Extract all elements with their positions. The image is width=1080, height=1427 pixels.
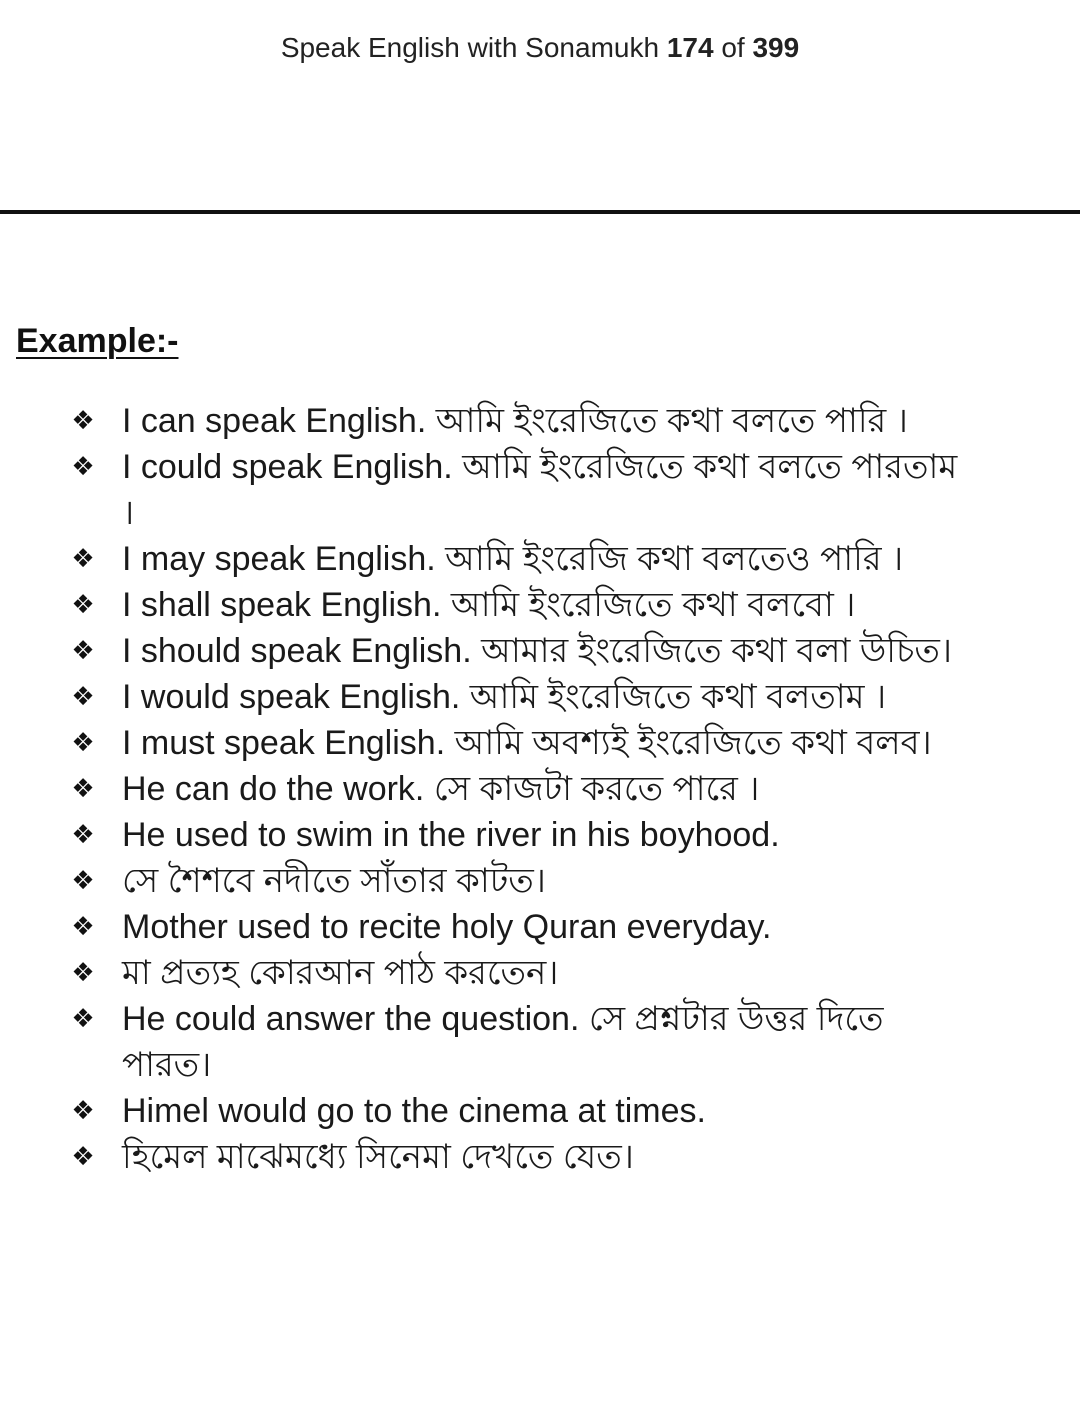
four-diamond-bullet-icon: ❖ [71, 728, 95, 758]
list-item: ❖ সে শৈশবে নদীতে সাঁতার কাটত। [0, 858, 1080, 904]
list-item: ❖ He could answer the question. সে প্রশ্নটার উত্তর দিতে পারত। [0, 996, 1080, 1088]
list-item: ❖ মা প্রত্যহ কোরআন পাঠ করতেন। [0, 950, 1080, 996]
list-item: ❖ He can do the work. সে কাজটা করতে পারে । [0, 766, 1080, 812]
page-number-total: 399 [752, 32, 800, 63]
four-diamond-bullet-icon: ❖ [71, 452, 95, 482]
four-diamond-bullet-icon: ❖ [71, 1096, 95, 1126]
four-diamond-bullet-icon: ❖ [71, 636, 95, 666]
page-number-separator: of [721, 32, 745, 63]
document-title: Speak English with Sonamukh [280, 32, 660, 63]
list-item: ❖ Himel would go to the cinema at times. [0, 1088, 1080, 1134]
list-item: ❖ I can speak English. আমি ইংরেজিতে কথা বলতে পারি । [0, 398, 1080, 444]
page-number-current: 174 [666, 32, 714, 63]
page-header [0, 28, 1080, 68]
list-item: ❖ I must speak English. আমি অবশ্যই ইংরেজিতে কথা বলব। [0, 720, 1080, 766]
four-diamond-bullet-icon: ❖ [71, 590, 95, 620]
four-diamond-bullet-icon: ❖ [71, 1004, 95, 1034]
four-diamond-bullet-icon: ❖ [71, 682, 95, 712]
four-diamond-bullet-icon: ❖ [71, 866, 95, 896]
list-item: ❖ I shall speak English. আমি ইংরেজিতে কথা বলবো । [0, 582, 1080, 628]
four-diamond-bullet-icon: ❖ [71, 406, 95, 436]
list-item: ❖ I may speak English. আমি ইংরেজি কথা বলতেও পারি । [0, 536, 1080, 582]
four-diamond-bullet-icon: ❖ [71, 820, 95, 850]
four-diamond-bullet-icon: ❖ [71, 912, 95, 942]
list-item: ❖ I could speak English. আমি ইংরেজিতে কথা বলতে পারতাম । [0, 444, 1080, 536]
list-item: ❖ He used to swim in the river in his boyhood. [0, 812, 1080, 858]
four-diamond-bullet-icon: ❖ [71, 1142, 95, 1172]
four-diamond-bullet-icon: ❖ [71, 958, 95, 988]
list-item: ❖ I should speak English. আমার ইংরেজিতে কথা বলা উচিত। [0, 628, 1080, 674]
list-item: ❖ Mother used to recite holy Quran everyday. [0, 904, 1080, 950]
four-diamond-bullet-icon: ❖ [71, 544, 95, 574]
section-heading: Example:- [16, 322, 179, 360]
list-item: ❖ হিমেল মাঝেমধ্যে সিনেমা দেখতে যেত। [0, 1134, 1080, 1180]
header-divider [0, 210, 1080, 214]
example-list [0, 398, 1080, 1180]
four-diamond-bullet-icon: ❖ [71, 774, 95, 804]
list-item: ❖ I would speak English. আমি ইংরেজিতে কথা বলতাম । [0, 674, 1080, 720]
